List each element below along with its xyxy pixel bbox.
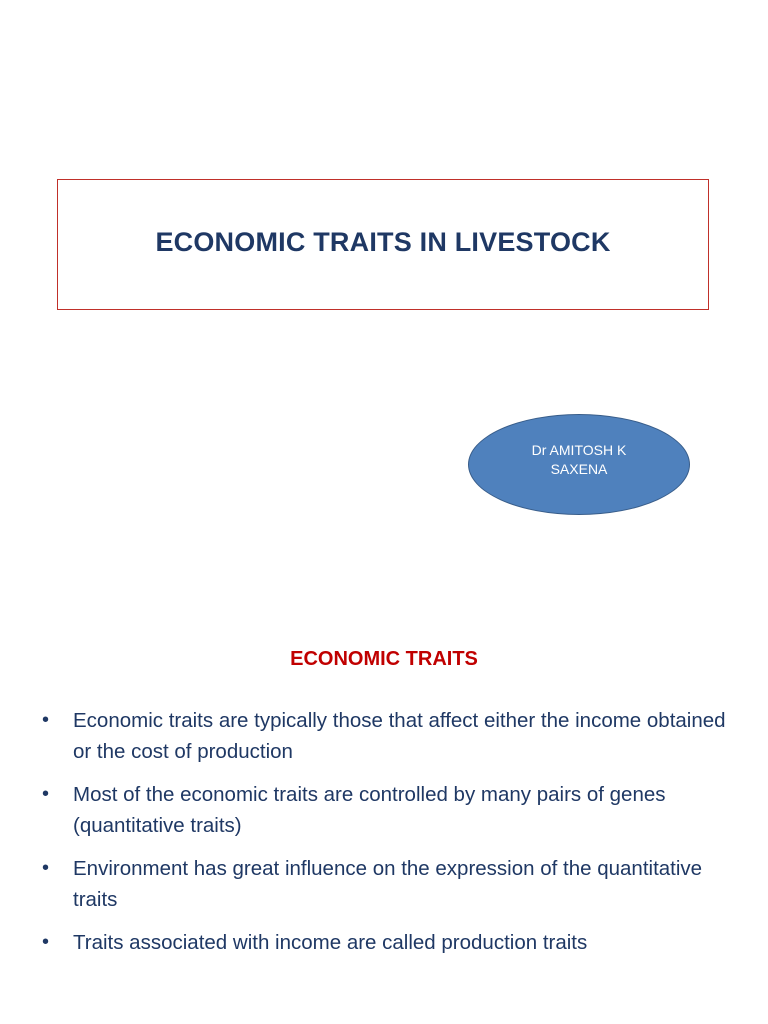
bullet-point: •: [42, 857, 50, 879]
bullet-text: Economic traits are typically those that affect either the income obtained or the cost of production: [73, 709, 726, 763]
bullet-point: •: [42, 709, 50, 731]
author-name: Dr AMITOSH K SAXENA: [531, 441, 627, 477]
title-box: [57, 179, 709, 310]
author-ellipse: [468, 414, 690, 515]
bullet-point: •: [42, 931, 50, 953]
content-slide: [0, 576, 768, 1024]
bullet-text: Environment has great influence on the expression of the quantitative traits: [73, 857, 703, 911]
bullet-list: [40, 705, 730, 970]
section-heading: ECONOMIC TRAITS: [290, 648, 478, 670]
bullet-item: [40, 927, 730, 958]
bullet-text: Traits associated with income are called production traits: [73, 931, 588, 954]
slide-title: ECONOMIC TRAITS IN LIVESTOCK: [155, 227, 611, 257]
bullet-item: [40, 853, 730, 915]
bullet-text: Most of the economic traits are controlled by many pairs of genes (quantitative traits): [73, 783, 666, 837]
bullet-item: [40, 779, 730, 841]
bullet-point: •: [42, 783, 50, 805]
bullet-item: [40, 705, 730, 767]
